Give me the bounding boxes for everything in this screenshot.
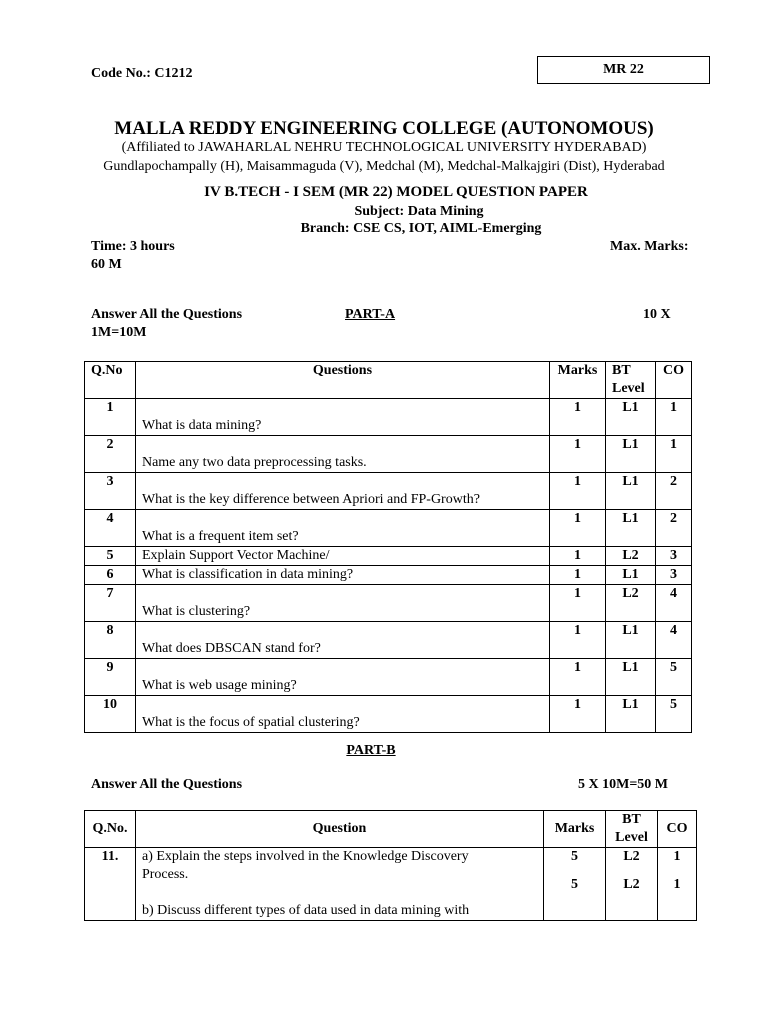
q-marks: 1 (550, 547, 606, 566)
exam-title: IV B.TECH - I SEM (MR 22) MODEL QUESTION PAPER (204, 184, 588, 200)
regulation-box: MR 22 (537, 56, 710, 84)
q-bt: L1 (606, 510, 656, 547)
q-marks: 1 (550, 510, 606, 547)
col-bt-level: BT Level (606, 362, 656, 399)
q-text: What is web usage mining? (135, 659, 549, 696)
col-bt-level: BT Level (606, 811, 658, 848)
table-row (85, 566, 692, 585)
q-bt: L1 (606, 659, 656, 696)
q-marks: 1 (550, 473, 606, 510)
q-marks: 1 (550, 659, 606, 696)
table-row (85, 585, 692, 622)
q-bt: L1 (606, 566, 656, 585)
q-co: 2 (655, 473, 691, 510)
q-bt: L1 (606, 696, 656, 733)
q-text: What is data mining? (135, 399, 549, 436)
part-b-title: PART-B (346, 743, 396, 758)
q-co: 4 (655, 622, 691, 659)
col-co: CO (657, 811, 696, 848)
q-co: 1 (655, 436, 691, 473)
q-number: 9 (85, 659, 136, 696)
q-number: 5 (85, 547, 136, 566)
table-row (85, 622, 692, 659)
q-text: What is the focus of spatial clustering? (135, 696, 549, 733)
col-marks: Marks (550, 362, 606, 399)
max-marks-value: 60 M (91, 257, 122, 272)
q-co: 2 (655, 510, 691, 547)
subject: Subject: Data Mining (354, 204, 484, 219)
q-bt: L1 (606, 399, 656, 436)
q-co: 3 (655, 547, 691, 566)
q-co: 1 1 (657, 848, 696, 921)
part-b-table (84, 810, 697, 921)
col-co: CO (655, 362, 691, 399)
table-row (85, 848, 697, 921)
q-marks: 1 (550, 436, 606, 473)
q-marks: 1 (550, 399, 606, 436)
col-marks: Marks (544, 811, 606, 848)
q-text: Explain Support Vector Machine/ (135, 547, 549, 566)
q-text: What does DBSCAN stand for? (135, 622, 549, 659)
q-bt: L1 (606, 436, 656, 473)
q-number: 10 (85, 696, 136, 733)
part-a-title: PART-A (345, 307, 396, 322)
q-number: 11. (85, 848, 136, 921)
col-qno: Q.No (85, 362, 136, 399)
q-number: 8 (85, 622, 136, 659)
q-marks: 1 (550, 696, 606, 733)
part-a-marks-scheme: 10 X (643, 307, 671, 322)
table-row (85, 547, 692, 566)
table-row (85, 436, 692, 473)
branch: Branch: CSE CS, IOT, AIML-Emerging (300, 221, 542, 236)
table-row (85, 473, 692, 510)
table-header-row (85, 811, 697, 848)
q-bt: L1 (606, 473, 656, 510)
q-co: 4 (655, 585, 691, 622)
q-text: What is classification in data mining? (135, 566, 549, 585)
q-co: 3 (655, 566, 691, 585)
q-bt: L2 (606, 547, 656, 566)
q-number: 7 (85, 585, 136, 622)
part-b-instruction: Answer All the Questions (91, 777, 243, 792)
q-bt: L1 (606, 622, 656, 659)
q-bt: L2 L2 (606, 848, 658, 921)
part-b-marks-scheme: 5 X 10M=50 M (578, 777, 669, 792)
q-number: 1 (85, 399, 136, 436)
table-header-row (85, 362, 692, 399)
college-name: MALLA REDDY ENGINEERING COLLEGE (AUTONOMOUS) (114, 118, 654, 139)
q-marks: 5 5 (544, 848, 606, 921)
q-text: What is the key difference between Apriori and FP-Growth? (135, 473, 549, 510)
part-a-marks-scheme-2: 1M=10M (91, 325, 147, 340)
table-row (85, 399, 692, 436)
table-row (85, 696, 692, 733)
part-a-instruction: Answer All the Questions (91, 307, 243, 322)
max-marks-label: Max. Marks: (610, 239, 689, 254)
code-number: Code No.: C1212 (91, 66, 193, 81)
part-a-table (84, 361, 692, 733)
q-marks: 1 (550, 566, 606, 585)
q-text: Name any two data preprocessing tasks. (135, 436, 549, 473)
q-marks: 1 (550, 585, 606, 622)
q-number: 6 (85, 566, 136, 585)
q11b: b) Discuss different types of data used in data mining with (141, 903, 470, 918)
q-bt: L2 (606, 585, 656, 622)
table-row (85, 510, 692, 547)
col-question: Question (135, 811, 543, 848)
address: Gundlapochampally (H), Maisammaguda (V), Medchal (M), Medchal-Malkajgiri (Dist), Hyderabad (103, 159, 665, 174)
q-text: What is a frequent item set? (135, 510, 549, 547)
q-number: 3 (85, 473, 136, 510)
table-row (85, 659, 692, 696)
q-number: 2 (85, 436, 136, 473)
q-text (135, 848, 543, 921)
q-co: 5 (655, 659, 691, 696)
affiliation: (Affiliated to JAWAHARLAL NEHRU TECHNOLOGICAL UNIVERSITY HYDERABAD) (121, 140, 647, 155)
q11a-line1: a) Explain the steps involved in the Knowledge Discovery (141, 849, 469, 864)
q-text: What is clustering? (135, 585, 549, 622)
col-qno: Q.No. (85, 811, 136, 848)
q11a-line2: Process. (141, 867, 189, 882)
q-co: 5 (655, 696, 691, 733)
q-marks: 1 (550, 622, 606, 659)
q-co: 1 (655, 399, 691, 436)
q-number: 4 (85, 510, 136, 547)
time: Time: 3 hours (91, 239, 175, 254)
col-question: Questions (135, 362, 549, 399)
